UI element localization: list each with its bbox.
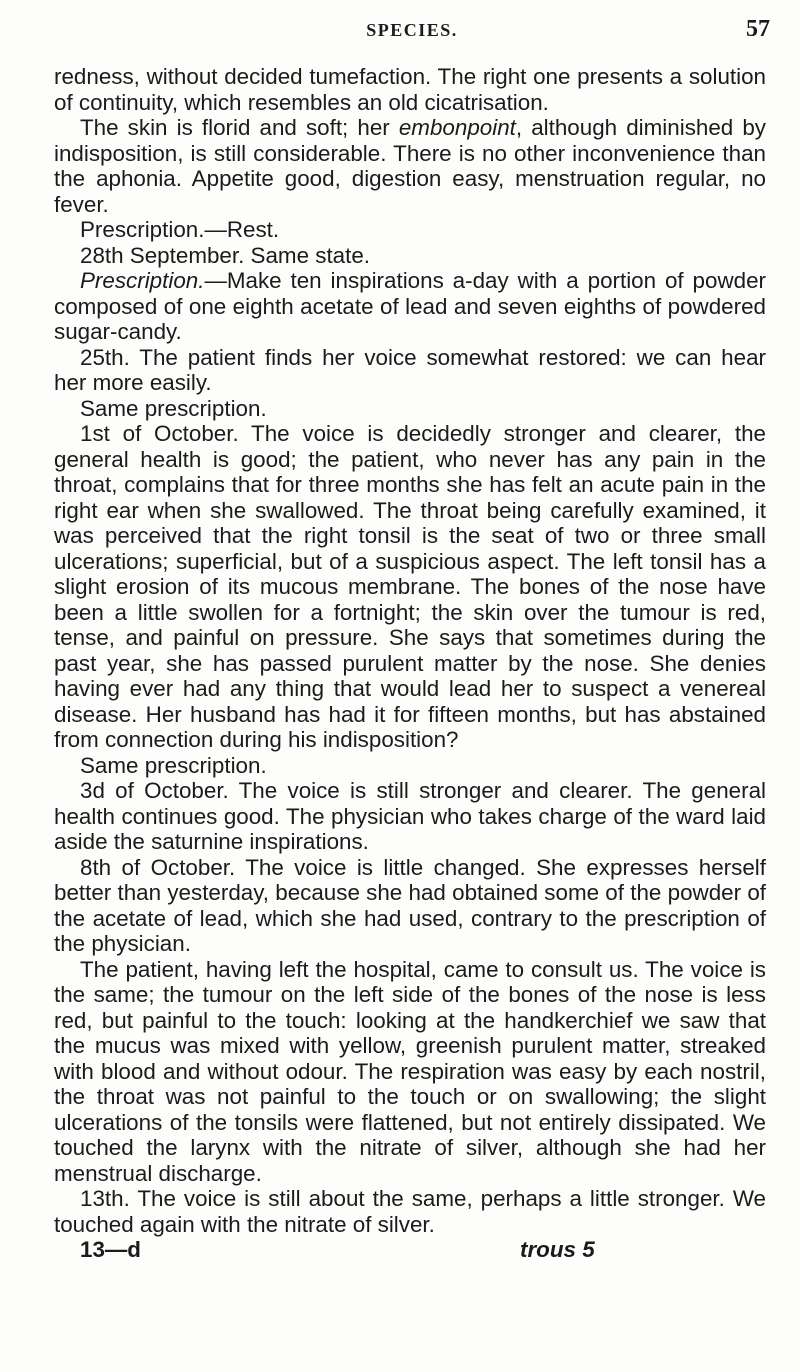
italic-term: embonpoint (398, 115, 516, 140)
paragraph: 1st of October. The voice is decidedly stronger and clearer, the general health is good; the patient, who never has any pain in the throat, complains that for three months she has felt an acute pain in the right ear when she swallowed. The throat being carefully examined, it was perceived that the right tonsil is the seat of two or three small ulcerations; superficial, but of a suspicious aspect. The left tonsil has a slight erosion of its mucous membrane. The bones of the nose have been a little swollen for a fortnight; the skin over the tumour is red, tense, and painful on pressure. She says that sometimes during the past year, she has passed purulent matter by the nose. She denies having ever had any thing that would lead her to suspect a venereal disease. Her husband has had it for fifteen months, but has abstained from connection during his indisposition? (54, 421, 766, 752)
paragraph-text: The skin is florid and soft; her (80, 115, 399, 140)
paragraph: 3d of October. The voice is still stronger and clearer. The general health continues good. The physician who takes charge of the ward laid aside the saturnine inspirations. (54, 778, 766, 854)
italic-term: Prescription. (80, 268, 205, 293)
catchword: 13—d (80, 1237, 141, 1262)
paragraph-text: , although diminished by indisposition, is still considerable. There is no other inconvenience than the aphonia. Appetite good, digestion easy, menstruation regular, no fever. (54, 115, 766, 217)
paragraph: redness, without decided tumefaction. The right one presents a solution of continuity, which resembles an old cicatrisation. (54, 64, 766, 115)
page-foot (54, 1237, 766, 1263)
paragraph: 8th of October. The voice is little changed. She expresses herself better than yesterday, because she had obtained some of the powder of the acetate of lead, which she had used, contrary to the prescription of the physician. (54, 854, 766, 956)
header-title: SPECIES. (366, 20, 458, 40)
paragraph: The patient, having left the hospital, came to consult us. The voice is the same; the tumour on the left side of the bones of the nose is less red, but painful to the touch: looking at the handkerchief we saw that the mucus was mixed with yellow, greenish purulent matter, streaked with blood and without odour. The respiration was easy by each nostril, the throat was not painful to the touch or on swallowing; the slight ulcerations of the tonsils were flattened, but not entirely dissipated. We touched the larynx with the nitrate of silver, although she had her menstrual discharge. (54, 956, 766, 1186)
paragraph: Same prescription. (80, 752, 267, 778)
running-head (54, 16, 770, 50)
paragraph: 28th September. Same state. (80, 242, 371, 268)
signature-mark: trous 5 (520, 1237, 595, 1262)
paragraph (54, 115, 766, 217)
paragraph: Same prescription. (80, 395, 267, 421)
paragraph: 13th. The voice is still about the same, perhaps a little stronger. We touched again with the nitrate of silver. (54, 1186, 766, 1237)
paragraph-text: —Make ten inspirations a-day with a portion of powder composed of one eighth acetate of lead and seven eighths of powdered sugar-candy. (54, 268, 766, 344)
paragraph (54, 268, 766, 345)
paragraph: Prescription.—Rest. (80, 217, 280, 242)
page-number: 57 (746, 16, 770, 42)
paragraph: 25th. The patient finds her voice somewhat restored: we can hear her more easily. (54, 344, 766, 395)
body-text (54, 64, 766, 1263)
